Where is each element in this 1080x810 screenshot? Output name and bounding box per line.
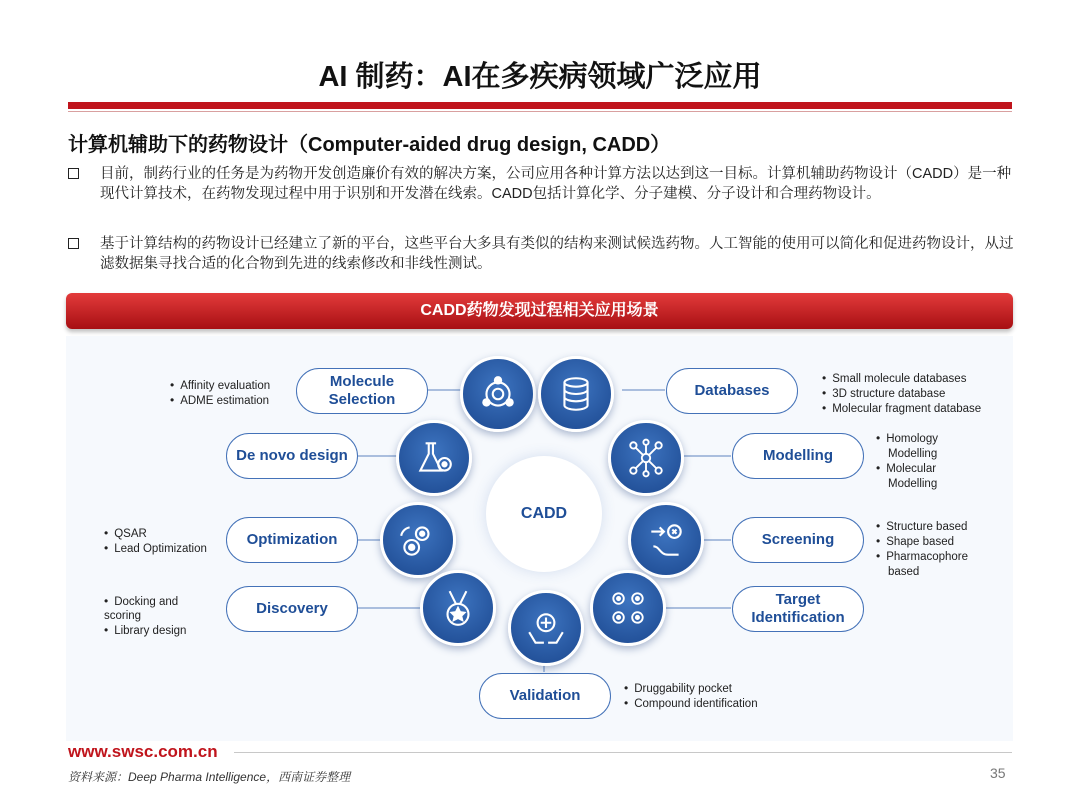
screening-icon [628,502,704,578]
note-item: • Affinity evaluation [170,378,270,393]
note-item: • Compound identification [624,696,758,711]
page-number: 35 [990,765,1006,781]
pill-optimization: Optimization [226,517,358,563]
note-item: • Molecular fragment database [822,401,981,416]
note-item: • 3D structure database [822,386,981,401]
flask-gear-icon [396,420,472,496]
notes-screening [876,519,968,579]
notes-molecule-selection [170,378,270,408]
bullet-text-1: 目前，制药行业的任务是为药物开发创造廉价有效的解决方案，公司应用各种计算方法以达到这一目标。计算机辅助药物设计（CADD）是一种现代计算技术，在药物发现过程中用于识别和开发潜在线索。CADD包括计算化学、分子建模、分子设计和合理药物设计。 [100,166,1012,202]
note-item: • QSAR [104,526,207,541]
pill-modelling: Modelling [732,433,864,479]
footer-divider [234,752,1012,753]
molecule-icon [460,356,536,432]
note-item-cont: based [888,566,920,578]
database-icon [538,356,614,432]
note-item: • Library design [104,623,214,638]
notes-validation [624,681,758,711]
pill-screening: Screening [732,517,864,563]
note-item: • Homology [876,431,938,446]
pill-molecule-selection: Molecule Selection [296,368,428,414]
note-item: • Structure based [876,519,968,534]
notes-optimization [104,526,207,556]
network-icon [608,420,684,496]
medal-icon [420,570,496,646]
source-note: 资料来源：Deep Pharma Intelligence，西南证券整理 [68,770,351,784]
note-item: • Pharmacophore [876,549,968,564]
note-item: • Small molecule databases [822,371,981,386]
pill-databases: Databases [666,368,798,414]
note-item-cont: Modelling [888,478,938,490]
note-item: • Druggability pocket [624,681,758,696]
pill-discovery: Discovery [226,586,358,632]
note-item: • Lead Optimization [104,541,207,556]
note-item: • Docking and scoring [104,594,194,623]
note-item: • ADME estimation [170,393,270,408]
note-item-cont: Modelling [888,448,938,460]
notes-databases [822,371,981,416]
cadd-center: CADD [486,456,602,572]
footer-url[interactable]: www.swsc.com.cn [68,742,218,761]
gears-icon [380,502,456,578]
pill-de-novo-design: De novo design [226,433,358,479]
notes-modelling [876,431,938,491]
hands-cross-icon [508,590,584,666]
pill-target-identification: Target Identification [732,586,864,632]
note-item: • Molecular [876,461,938,476]
section-subtitle: 计算机辅助下的药物设计（Computer-aided drug design, CADD） [68,134,671,156]
page-title: AI 制药：AI在多疾病领域广泛应用 [318,61,762,93]
bullet-text-2: 基于计算结构的药物设计已经建立了新的平台，这些平台大多具有类似的结构来测试候选药物。人工智能的使用可以简化和促进药物设计，从过滤数据集寻找合适的化合物到先进的线索修改和非线性测试。 [100,236,1014,272]
notes-discovery [104,594,214,638]
diagram-banner: CADD药物发现过程相关应用场景 [66,293,1013,329]
target-gears-icon [590,570,666,646]
note-item: • Shape based [876,534,968,549]
pill-validation: Validation [479,673,611,719]
